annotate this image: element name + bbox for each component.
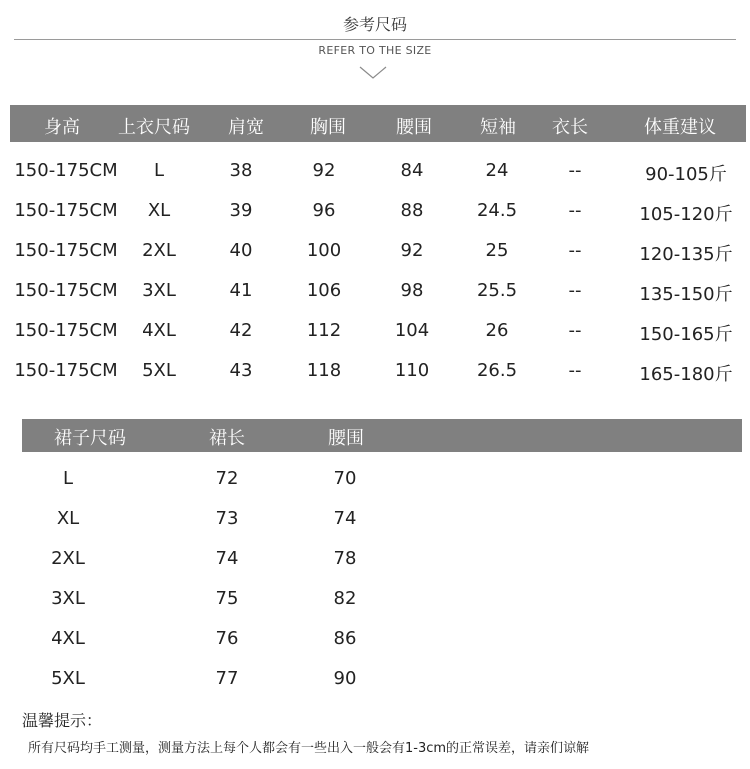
table-cell: 3XL — [142, 280, 176, 301]
table-cell: 43 — [229, 360, 253, 381]
table-cell: 150-175CM — [14, 320, 118, 341]
table-row — [0, 508, 750, 548]
table-row — [0, 280, 750, 320]
table-cell: 92 — [400, 240, 424, 261]
table-cell: -- — [568, 320, 582, 341]
table-cell: 88 — [400, 200, 424, 221]
table-cell: 4XL — [51, 628, 85, 649]
table-cell: 104 — [394, 320, 430, 341]
header-cell-skirt-waist: 腰围 — [328, 428, 364, 449]
page-subtitle: REFER TO THE SIZE — [318, 44, 432, 57]
table-cell: 75 — [215, 588, 239, 609]
table-cell: 41 — [229, 280, 253, 301]
header-cell-chest: 胸围 — [310, 117, 346, 138]
table-cell: 78 — [333, 548, 357, 569]
table-cell: 70 — [333, 468, 357, 489]
table-row — [0, 320, 750, 360]
table-row — [0, 240, 750, 280]
table-cell: 38 — [229, 160, 253, 181]
table-cell: 84 — [400, 160, 424, 181]
divider — [14, 39, 736, 40]
header-cell-height: 身高 — [44, 117, 80, 138]
table-cell: -- — [568, 240, 582, 261]
table-cell: 26.5 — [476, 360, 518, 381]
table-cell: 150-175CM — [14, 160, 118, 181]
table-cell: 74 — [215, 548, 239, 569]
table-cell: 150-175CM — [14, 200, 118, 221]
table-cell: 150-165斤 — [639, 324, 733, 345]
table-cell: 5XL — [142, 360, 176, 381]
table-cell: 25 — [485, 240, 509, 261]
table-row — [0, 548, 750, 588]
table-row — [0, 468, 750, 508]
header-cell-sleeve: 短袖 — [480, 117, 516, 138]
table-cell: 98 — [400, 280, 424, 301]
table-cell: 5XL — [51, 668, 85, 689]
table-cell: -- — [568, 280, 582, 301]
chevron-down-icon — [359, 66, 387, 80]
table-row — [0, 628, 750, 668]
tips-title: 温馨提示： — [22, 711, 103, 730]
header-cell-skirt-length: 裙长 — [209, 428, 245, 449]
table-row — [0, 668, 750, 708]
table-cell: 72 — [215, 468, 239, 489]
table-cell: 2XL — [142, 240, 176, 261]
header-cell-weight: 体重建议 — [644, 117, 716, 138]
table-cell: 73 — [215, 508, 239, 529]
table-cell: 40 — [229, 240, 253, 261]
table-cell: 24 — [485, 160, 509, 181]
table-cell: 120-135斤 — [639, 244, 733, 265]
table-row — [0, 588, 750, 628]
header-cell-length: 衣长 — [552, 117, 588, 138]
table-cell: 165-180斤 — [639, 364, 733, 385]
table-cell: 26 — [485, 320, 509, 341]
table-cell: 135-150斤 — [639, 284, 733, 305]
table-cell: 118 — [306, 360, 342, 381]
table-cell: 39 — [229, 200, 253, 221]
table-cell: L — [62, 468, 74, 489]
table-cell: 2XL — [51, 548, 85, 569]
table-cell: 77 — [215, 668, 239, 689]
table-cell: XL — [56, 508, 80, 529]
table-cell: 92 — [312, 160, 336, 181]
table-cell: 100 — [306, 240, 342, 261]
table-row — [0, 200, 750, 240]
table-cell: XL — [147, 200, 171, 221]
table-cell: 105-120斤 — [639, 204, 733, 225]
table-cell: 110 — [394, 360, 430, 381]
table-cell: -- — [568, 200, 582, 221]
table-cell: 96 — [312, 200, 336, 221]
table-cell: L — [153, 160, 165, 181]
table-cell: 42 — [229, 320, 253, 341]
table-cell: 25.5 — [476, 280, 518, 301]
top-size-table-header — [10, 105, 746, 142]
table-cell: -- — [568, 360, 582, 381]
table-cell: 24.5 — [476, 200, 518, 221]
skirt-size-table-header — [22, 419, 742, 452]
table-cell: 150-175CM — [14, 240, 118, 261]
header-cell-shoulder: 肩宽 — [228, 117, 264, 138]
table-cell: 76 — [215, 628, 239, 649]
header-cell-skirt-size: 裙子尺码 — [54, 428, 126, 449]
table-cell: 150-175CM — [14, 360, 118, 381]
header-cell-top-size: 上衣尺码 — [118, 117, 190, 138]
table-cell: 3XL — [51, 588, 85, 609]
table-cell: 90-105斤 — [645, 164, 727, 185]
table-row — [0, 160, 750, 200]
tips-body: 所有尺码均手工测量，测量方法上每个人都会有一些出入一般会有1-3cm的正常误差，请亲们谅解 — [28, 741, 590, 756]
table-cell: 4XL — [142, 320, 176, 341]
table-cell: 86 — [333, 628, 357, 649]
table-cell: 74 — [333, 508, 357, 529]
table-cell: 106 — [306, 280, 342, 301]
table-cell: 90 — [333, 668, 357, 689]
table-row — [0, 360, 750, 400]
header-cell-waist: 腰围 — [396, 117, 432, 138]
page-title: 参考尺码 — [342, 15, 407, 34]
table-cell: 150-175CM — [14, 280, 118, 301]
table-cell: 112 — [306, 320, 342, 341]
table-cell: 82 — [333, 588, 357, 609]
table-cell: -- — [568, 160, 582, 181]
